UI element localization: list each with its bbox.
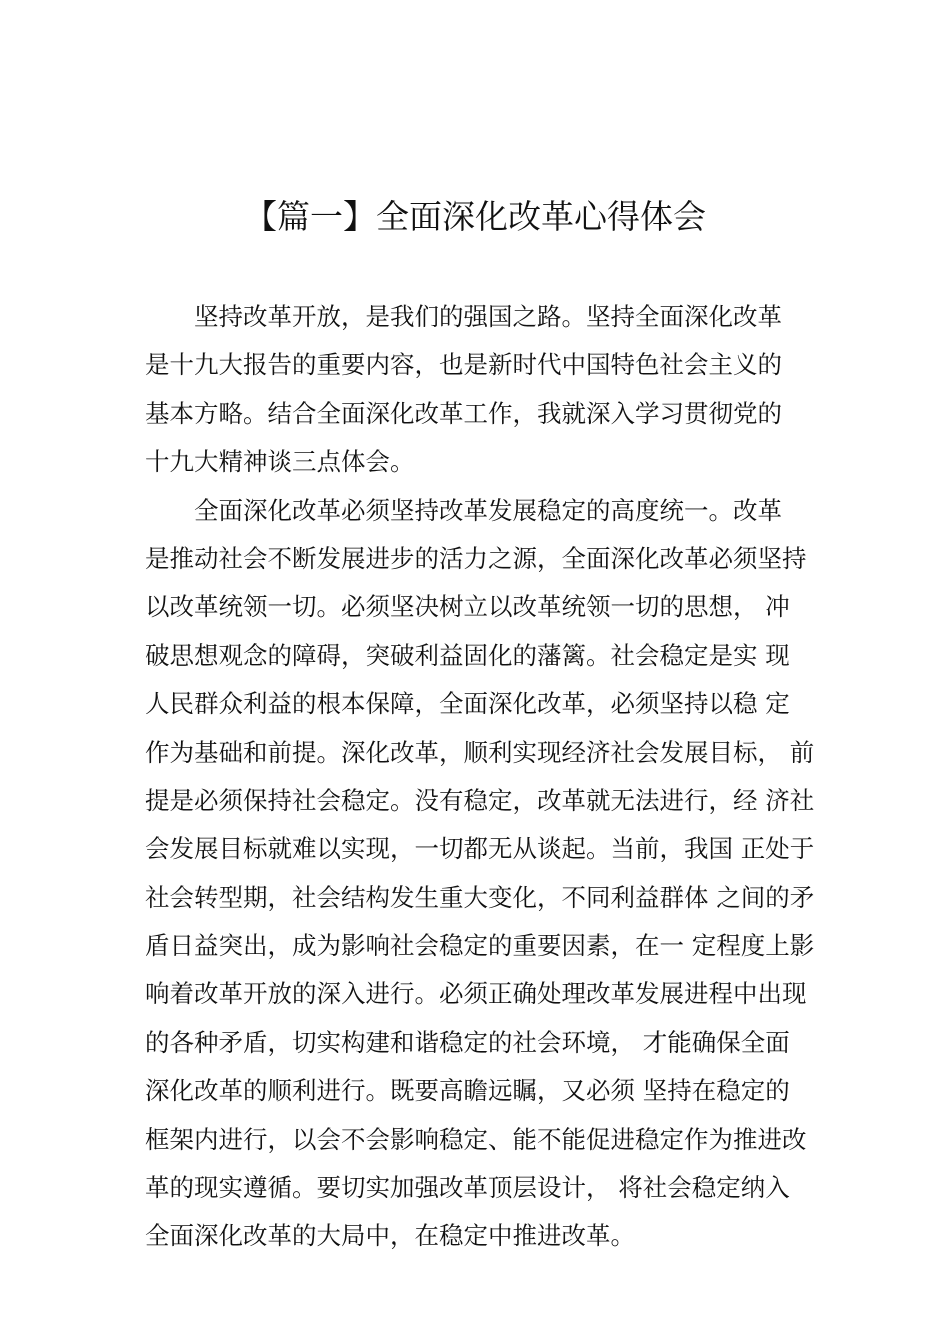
paragraph-2-line: 人民群众利益的根本保障，全面深化改革，必须坚持以稳 定 [145,689,790,719]
paragraph-2-line: 框架内进行，以会不会影响稳定、能不能促进稳定作为推进改 [145,1124,807,1154]
paragraph-2-line: 是推动社会不断发展进步的活力之源，全面深化改革必须坚持 [145,543,807,573]
document-title: 【篇一】全面深化改革心得体会 [244,197,706,236]
paragraph-2-line: 以改革统领一切。必须坚决树立以改革统领一切的思想， 冲 [145,592,790,622]
paragraph-2-line: 全面深化改革的大局中，在稳定中推进改革。 [145,1221,635,1251]
document-body [145,293,845,1261]
paragraph-1-line: 坚持改革开放，是我们的强国之路。坚持全面深化改革 [194,302,782,331]
paragraph-1-line: 基本方略。结合全面深化改革工作，我就深入学习贯彻党的 [145,398,782,428]
paragraph-1-line: 是十九大报告的重要内容，也是新时代中国特色社会主义的 [145,350,782,380]
paragraph-2-line: 会发展目标就难以实现，一切都无从谈起。当前，我国 正处于 [145,834,815,864]
paragraph-2-line: 提是必须保持社会稳定。没有稳定，改革就无法进行，经 济社 [145,785,815,815]
paragraph-2-line: 的各种矛盾，切实构建和谐稳定的社会环境， 才能确保全面 [145,1027,790,1057]
paragraph-2-line: 全面深化改革必须坚持改革发展稳定的高度统一。改革 [194,495,782,525]
paragraph-2-line: 破思想观念的障碍，突破利益固化的藩篱。社会稳定是实 现 [145,640,790,670]
paragraph-2-line: 深化改革的顺利进行。既要高瞻远瞩，又必须 坚持在稳定的 [145,1076,790,1106]
paragraph-2-line: 响着改革开放的深入进行。必须正确处理改革发展进程中出现 [145,979,807,1009]
paragraph-2-line: 盾日益突出，成为影响社会稳定的重要因素，在一 定程度上影 [145,931,815,961]
paragraph-2-line: 革的现实遵循。要切实加强改革顶层设计， 将社会稳定纳入 [145,1173,790,1203]
paragraph-2-line: 作为基础和前提。深化改革，顺利实现经济社会发展目标， 前 [145,737,815,767]
paragraph-1-line: 十九大精神谈三点体会。 [145,447,415,477]
paragraph-2-line: 社会转型期，社会结构发生重大变化，不同利益群体 之间的矛 [145,882,815,912]
